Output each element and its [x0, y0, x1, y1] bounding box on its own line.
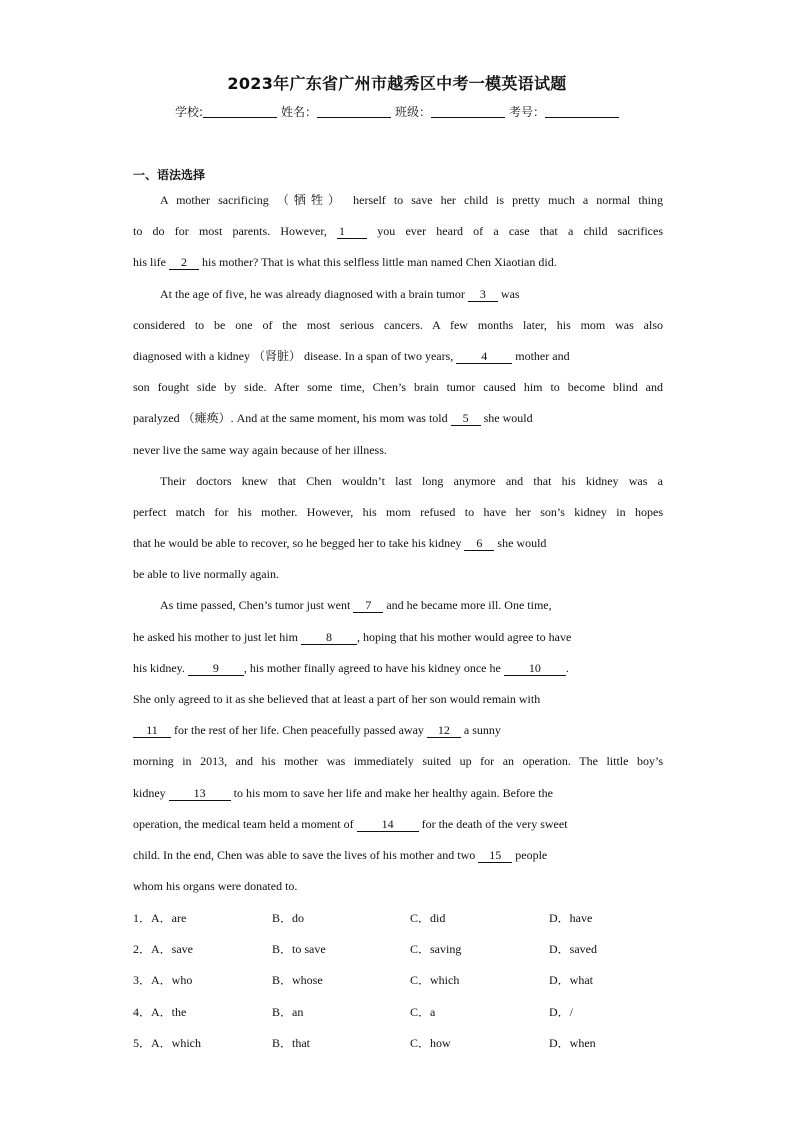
- student-info-line: [0, 103, 794, 120]
- option-b[interactable]: B．whose: [272, 973, 323, 988]
- option-d[interactable]: D．/: [549, 1004, 574, 1019]
- passage-line: morning in 2013, and his mother was immediately suited up for an operation. The little boy’s: [133, 754, 663, 769]
- option-d[interactable]: D．what: [549, 973, 593, 988]
- option-b[interactable]: B．that: [272, 1035, 310, 1050]
- passage-line: whom his organs were donated to.: [133, 879, 298, 894]
- option-d[interactable]: D．saved: [549, 942, 597, 957]
- passage-line: child. In the end, Chen was able to save the lives of his mother and two 15 people: [133, 847, 548, 862]
- passage-line: never live the same way again because of her illness.: [133, 442, 387, 457]
- name-blank[interactable]: [317, 105, 391, 118]
- passage-line: operation, the medical team held a moment of 14 for the death of the very sweet: [133, 816, 568, 831]
- school-label: 学校:: [174, 105, 203, 119]
- option-c[interactable]: C．saving: [410, 942, 462, 957]
- passage-line: that he would be able to recover, so he begged her to take his kidney 6 she would: [133, 536, 547, 551]
- name-label: 姓名：: [281, 105, 318, 119]
- class-label: 班级：: [395, 105, 432, 119]
- page-title: 2023年广东省广州市越秀区中考一模英语试题: [227, 74, 567, 93]
- passage-line: his life 2 his mother? That is what this selfless little man named Chen Xiaotian did.: [133, 255, 557, 270]
- passage-line: Their doctors knew that Chen wouldn’t last long anymore and that his kidney was a: [160, 473, 663, 488]
- option-row: [133, 1028, 663, 1059]
- passage-line: kidney 13 to his mom to save her life and make her healthy again. Before the: [133, 785, 553, 800]
- blank-3[interactable]: 3: [468, 288, 498, 302]
- option-c[interactable]: C．a: [410, 1004, 436, 1019]
- option-a[interactable]: 4．A．the: [133, 1004, 187, 1019]
- option-c[interactable]: C．how: [410, 1035, 451, 1050]
- blank-10[interactable]: 10: [504, 662, 566, 676]
- id-blank[interactable]: [545, 105, 619, 118]
- blank-12[interactable]: 12: [427, 724, 461, 738]
- passage-line: perfect match for his mother. However, his mom refused to have her son’s kidney in hopes: [133, 504, 663, 519]
- option-row: [133, 934, 663, 965]
- blank-6[interactable]: 6: [464, 537, 494, 551]
- passage-line: At the age of five, he was already diagnosed with a brain tumor 3 was: [160, 286, 520, 301]
- option-d[interactable]: D．have: [549, 911, 593, 925]
- passage-line: As time passed, Chen’s tumor just went 7 and he became more ill. One time,: [160, 598, 552, 613]
- option-d[interactable]: D．when: [549, 1035, 596, 1050]
- option-row: [133, 903, 663, 934]
- school-blank[interactable]: [203, 105, 277, 118]
- passage-line: 11 for the rest of her life. Chen peacefully passed away 12 a sunny: [133, 715, 663, 746]
- option-b[interactable]: B．do: [272, 911, 305, 925]
- blank-7[interactable]: 7: [353, 599, 383, 613]
- passage-line: his kidney. 9 , his mother finally agreed to have his kidney once he 10 .: [133, 660, 569, 675]
- option-a[interactable]: 2．A．save: [133, 942, 193, 957]
- answer-options: [133, 903, 663, 1059]
- blank-8[interactable]: 8: [301, 631, 357, 645]
- passage-line: to do for most parents. However, 1 you ever heard of a case that a child sacrifices: [133, 224, 663, 239]
- blank-1[interactable]: 1: [337, 225, 367, 239]
- passage-line: A mother sacrificing （牺牲） herself to save her child is pretty much a normal thing: [160, 193, 663, 207]
- passage-line: he asked his mother to just let him 8 , hoping that his mother would agree to have: [133, 629, 572, 644]
- option-b[interactable]: B．to save: [272, 942, 326, 957]
- passage-line: son fought side by side. After some time, Chen’s brain tumor caused him to become blind and: [133, 380, 663, 395]
- option-row: [133, 965, 663, 996]
- option-c[interactable]: C．did: [410, 911, 446, 925]
- passage: [133, 185, 663, 902]
- id-label: 考号：: [509, 105, 546, 119]
- blank-14[interactable]: 14: [357, 818, 419, 832]
- section-heading: 一、语法选择: [133, 168, 206, 182]
- option-a[interactable]: 3．A．who: [133, 973, 193, 988]
- option-b[interactable]: B．an: [272, 1004, 304, 1019]
- passage-line: be able to live normally again.: [133, 567, 279, 582]
- blank-4[interactable]: 4: [456, 350, 512, 364]
- option-a[interactable]: 1．A．are: [133, 911, 187, 925]
- blank-2[interactable]: 2: [169, 256, 199, 270]
- blank-11[interactable]: 11: [133, 724, 171, 738]
- passage-line: considered to be one of the most serious cancers. A few months later, his mom was also: [133, 317, 663, 332]
- passage-line: She only agreed to it as she believed that at least a part of her son would remain with: [133, 692, 541, 706]
- option-c[interactable]: C．which: [410, 973, 460, 988]
- blank-13[interactable]: 13: [169, 787, 231, 801]
- passage-line: paralyzed （瘫痪）. And at the same moment, his mom was told 5 she would: [133, 411, 533, 426]
- blank-15[interactable]: 15: [478, 849, 512, 863]
- option-row: [133, 997, 663, 1028]
- blank-9[interactable]: 9: [188, 662, 244, 676]
- blank-5[interactable]: 5: [451, 412, 481, 426]
- option-a[interactable]: 5．A．which: [133, 1035, 201, 1050]
- passage-line: diagnosed with a kidney （肾脏） disease. In a span of two years, 4 mother and: [133, 348, 570, 363]
- class-blank[interactable]: [431, 105, 505, 118]
